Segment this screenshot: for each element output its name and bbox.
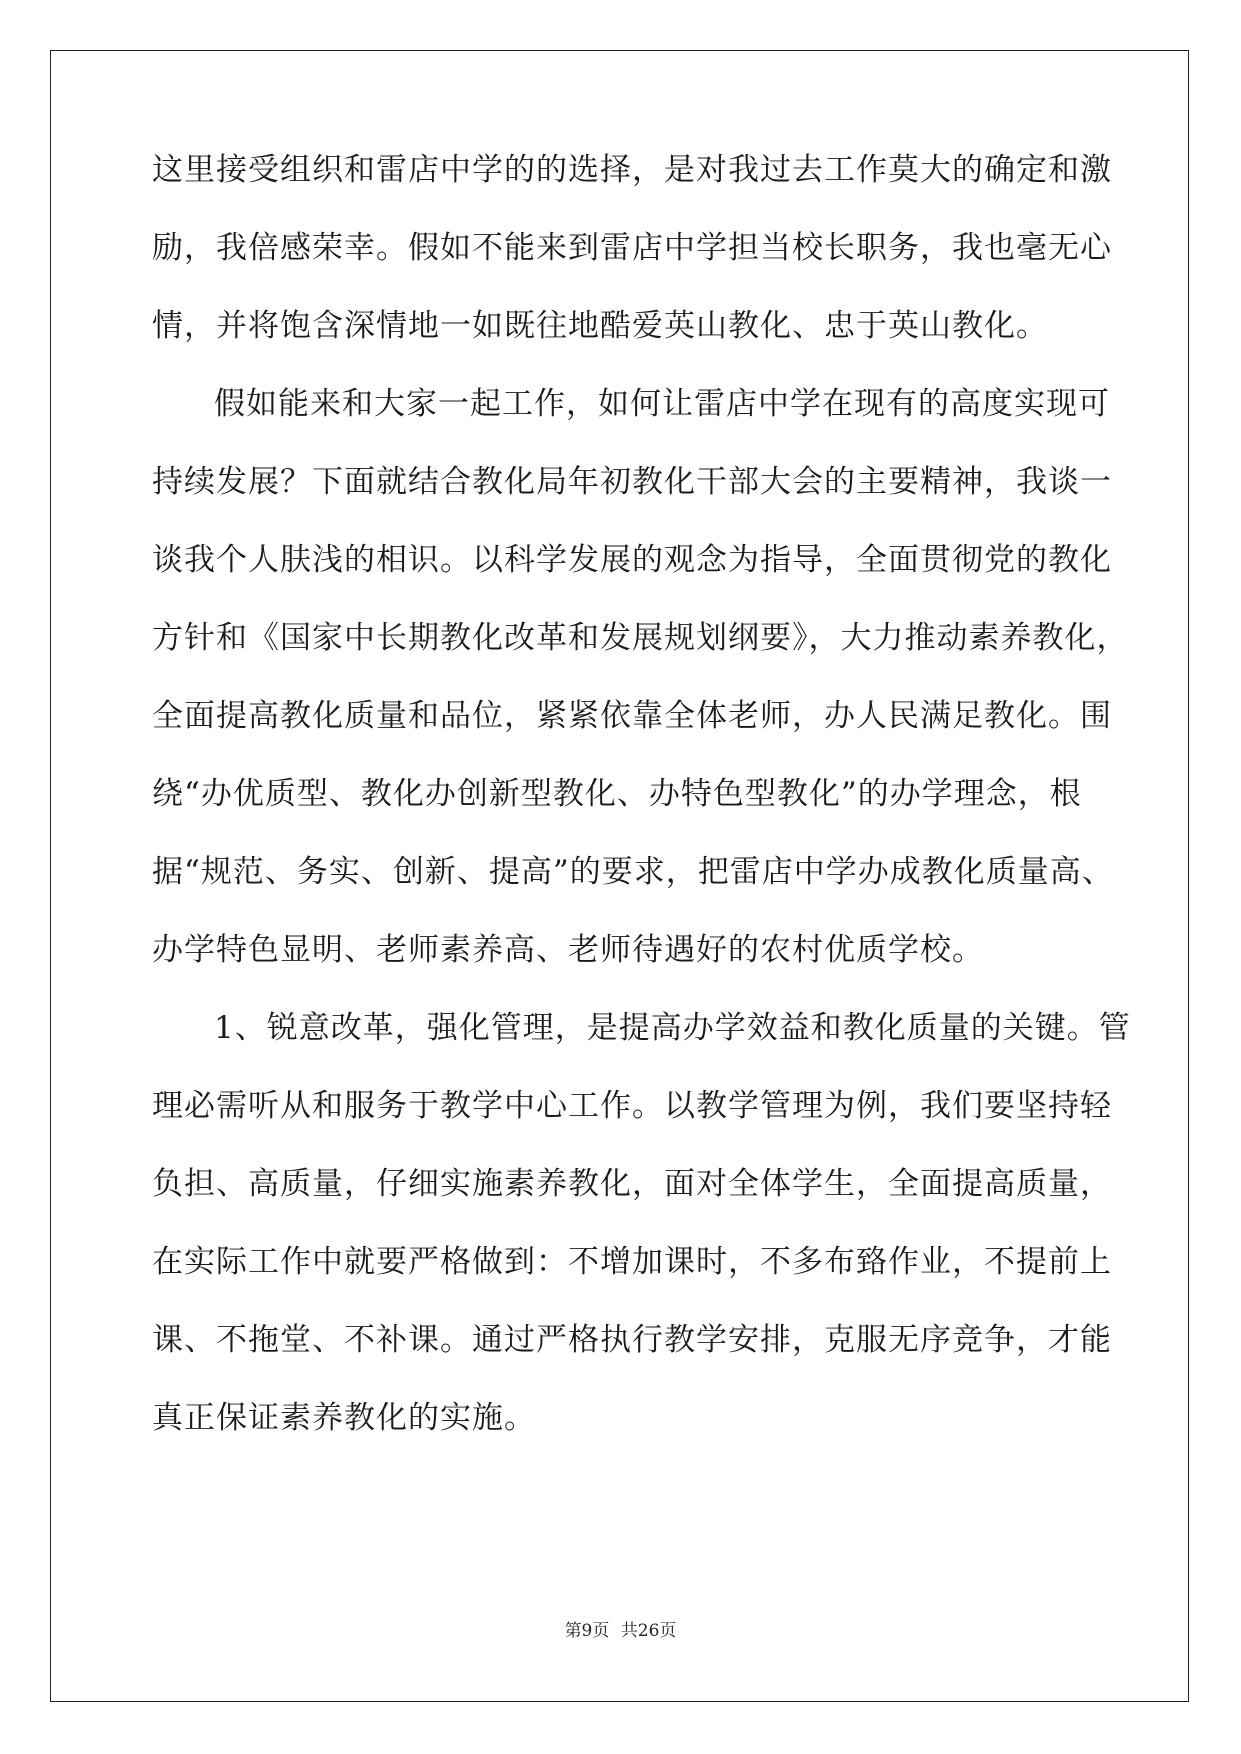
text-line: 全面提高教化质量和品位，紧紧依靠全体老师，办人民满足教化。围 [152, 698, 1112, 734]
text-line: 真正保证素养教化的实施。 [152, 1400, 536, 1436]
text-line: 课、不拖堂、不补课。通过严格执行教学安排，克服无序竞争，才能 [152, 1322, 1112, 1358]
page-footer [0, 1616, 1241, 1641]
text-line: 办学特色显明、老师素养高、老师待遇好的农村优质学校。 [152, 932, 984, 968]
paragraph-start-line: 1、锐意改革，强化管理，是提高办学效益和教化质量的关键。管 [214, 1010, 1131, 1046]
text-line: 负担、高质量，仔细实施素养教化，面对全体学生，全面提高质量， [152, 1166, 1112, 1202]
text-line: 这里接受组织和雷店中学的的选择，是对我过去工作莫大的确定和激 [152, 152, 1112, 188]
text-line: 谈我个人肤浅的相识。以科学发展的观念为指导，全面贯彻党的教化 [152, 542, 1112, 578]
text-line: 方针和《国家中长期教化改革和发展规划纲要》，大力推动素养教化， [152, 620, 1129, 656]
text-line: 情，并将饱含深情地一如既往地酷爱英山教化、忠于英山教化。 [152, 308, 1048, 344]
text-line: 理必需听从和服务于教学中心工作。以教学管理为例，我们要坚持轻 [152, 1088, 1112, 1124]
text-line: 励，我倍感荣幸。假如不能来到雷店中学担当校长职务，我也毫无心 [152, 230, 1112, 266]
text-line: 绕“办优质型、教化办创新型教化、办特色型教化”的办学理念，根 [152, 776, 1082, 812]
page-number: 第9页 [564, 1621, 610, 1641]
paragraph-start-line: 假如能来和大家一起工作，如何让雷店中学在现有的高度实现可 [214, 386, 1110, 422]
page-total: 共26页 [620, 1621, 677, 1641]
text-line: 持续发展？下面就结合教化局年初教化干部大会的主要精神，我谈一 [152, 464, 1112, 500]
text-line: 在实际工作中就要严格做到：不增加课时，不多布臵作业，不提前上 [152, 1244, 1112, 1280]
text-line: 据“规范、务实、创新、提高”的要求，把雷店中学办成教化质量高、 [152, 854, 1114, 890]
